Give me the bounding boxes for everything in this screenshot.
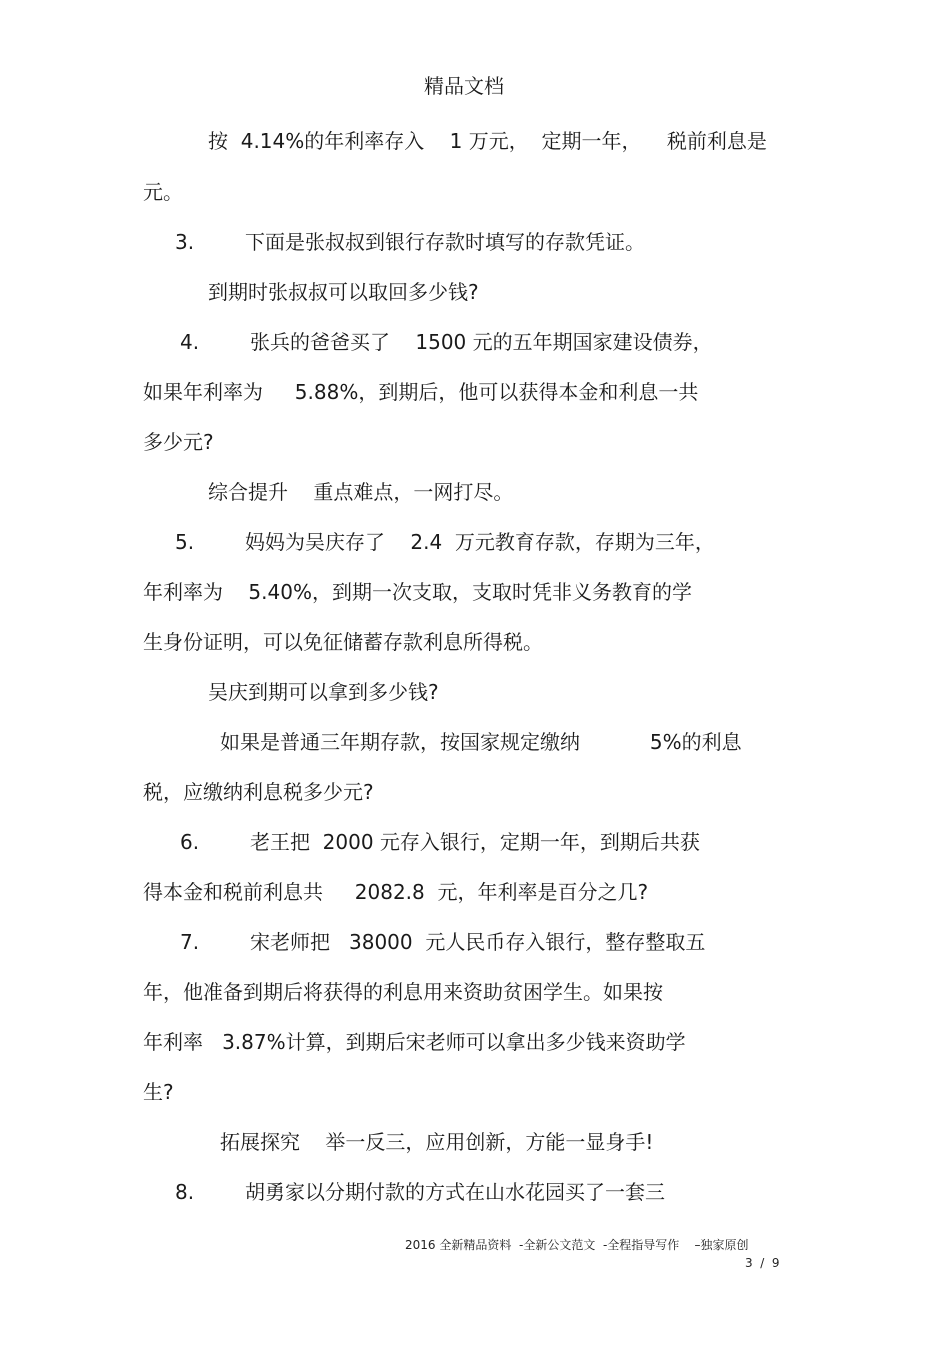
footer-tagline: 2016 全新精品资料 -全新公文范文 -全程指导写作 –独家原创 [405, 1238, 749, 1252]
body-line: 多少元? [143, 430, 214, 454]
page-number: 3 / 9 [745, 1256, 780, 1270]
question-8: 8. 胡勇家以分期付款的方式在山水花园买了一套三 [175, 1180, 665, 1204]
body-line: 生? [143, 1080, 174, 1104]
page-header: 精品文档 [424, 74, 504, 98]
body-line: 按 4.14%的年利率存入 1 万元， 定期一年， 税前利息是 [208, 129, 767, 153]
body-line: 年，他准备到期后将获得的利息用来资助贫困学生。如果按 [143, 980, 663, 1004]
question-6: 6. 老王把 2000 元存入银行，定期一年，到期后共获 [180, 830, 700, 854]
body-line: 生身份证明，可以免征储蓄存款利息所得税。 [143, 630, 543, 654]
body-line: 年利率 3.87%计算，到期后宋老师可以拿出多少钱来资助学 [143, 1030, 686, 1054]
body-line: 年利率为 5.40%，到期一次支取，支取时凭非义务教育的学 [143, 580, 692, 604]
question-4: 4. 张兵的爸爸买了 1500 元的五年期国家建设债券， [180, 330, 713, 354]
body-line: 吴庆到期可以拿到多少钱? [208, 680, 439, 704]
section-heading: 综合提升 重点难点，一网打尽。 [208, 480, 514, 504]
question-7: 7. 宋老师把 38000 元人民币存入银行，整存整取五 [180, 930, 706, 954]
body-line: 如果是普通三年期存款，按国家规定缴纳 5%的利息 [220, 730, 742, 754]
body-line: 元。 [143, 180, 183, 204]
body-line: 到期时张叔叔可以取回多少钱? [208, 280, 479, 304]
section-heading: 拓展探究 举一反三，应用创新，方能一显身手! [220, 1130, 654, 1154]
body-line: 得本金和税前利息共 2082.8 元，年利率是百分之几? [143, 880, 649, 904]
question-5: 5. 妈妈为吴庆存了 2.4 万元教育存款，存期为三年， [175, 530, 715, 554]
body-line: 税，应缴纳利息税多少元? [143, 780, 374, 804]
body-line: 如果年利率为 5.88%，到期后，他可以获得本金和利息一共 [143, 380, 699, 404]
question-3: 3. 下面是张叔叔到银行存款时填写的存款凭证。 [175, 230, 645, 254]
